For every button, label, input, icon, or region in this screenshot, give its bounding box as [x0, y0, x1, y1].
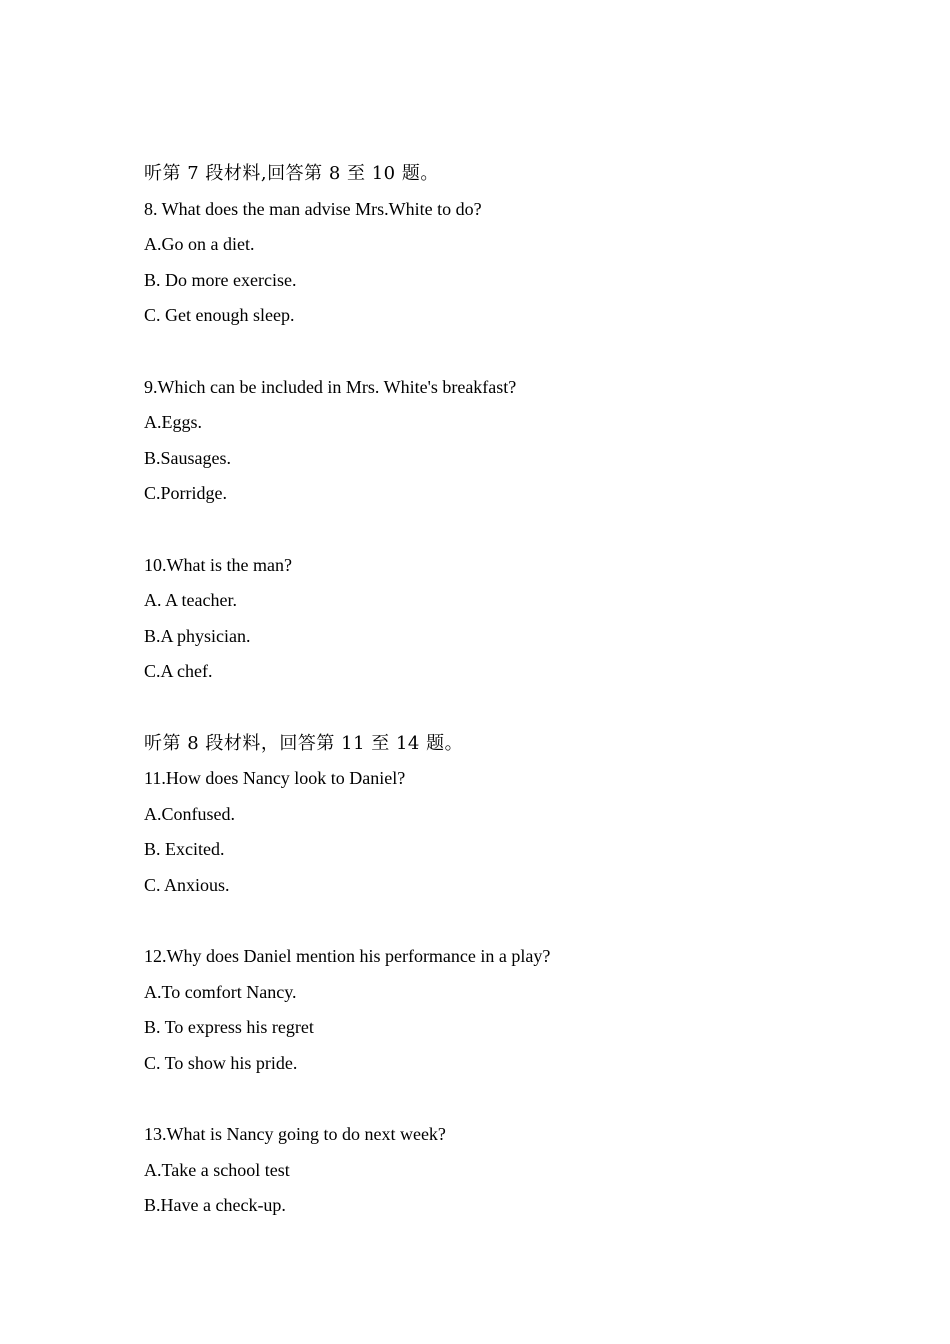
- question-12-option-a: A.To comfort Nancy.: [144, 981, 297, 1002]
- spacer: [144, 334, 844, 370]
- question-8: [144, 192, 844, 334]
- section-7-heading: 听第 7 段材料,回答第 8 至 10 题。: [144, 163, 439, 184]
- question-10-stem: 10.What is the man?: [144, 554, 292, 575]
- question-10-option-b: B.A physician.: [144, 625, 251, 646]
- question-13-stem: 13.What is Nancy going to do next week?: [144, 1124, 446, 1145]
- question-8-option-b: B. Do more exercise.: [144, 269, 297, 290]
- spacer: [144, 512, 844, 548]
- listening-questions: [144, 156, 844, 1224]
- question-12-stem: 12.Why does Daniel mention his performance in a play?: [144, 946, 551, 967]
- question-8-option-c: C. Get enough sleep.: [144, 305, 295, 326]
- spacer: [144, 903, 844, 939]
- question-9-option-a: A.Eggs.: [144, 412, 202, 433]
- question-9-stem: 9.Which can be included in Mrs. White's breakfast?: [144, 376, 517, 397]
- question-12-option-c: C. To show his pride.: [144, 1052, 298, 1073]
- question-13: [144, 1117, 844, 1224]
- question-10-option-c: C.A chef.: [144, 661, 213, 682]
- question-9-option-c: C.Porridge.: [144, 483, 227, 504]
- question-11-stem: 11.How does Nancy look to Daniel?: [144, 768, 406, 789]
- question-13-option-b: B.Have a check-up.: [144, 1195, 286, 1216]
- question-11: [144, 761, 844, 903]
- question-8-stem: 8. What does the man advise Mrs.White to do?: [144, 198, 482, 219]
- question-10-option-a: A. A teacher.: [144, 590, 237, 611]
- spacer: [144, 1081, 844, 1117]
- question-10: [144, 548, 844, 690]
- question-11-option-b: B. Excited.: [144, 839, 225, 860]
- question-12-option-b: B. To express his regret: [144, 1017, 314, 1038]
- section-8-heading: 听第 8 段材料，回答第 11 至 14 题。: [144, 732, 464, 754]
- question-9-option-b: B.Sausages.: [144, 447, 231, 468]
- question-12: [144, 939, 844, 1081]
- question-11-option-a: A.Confused.: [144, 803, 235, 824]
- question-8-option-a: A.Go on a diet.: [144, 234, 255, 255]
- question-13-option-a: A.Take a school test: [144, 1159, 290, 1180]
- spacer: [144, 690, 844, 726]
- question-9: [144, 370, 844, 512]
- question-11-option-c: C. Anxious.: [144, 874, 230, 895]
